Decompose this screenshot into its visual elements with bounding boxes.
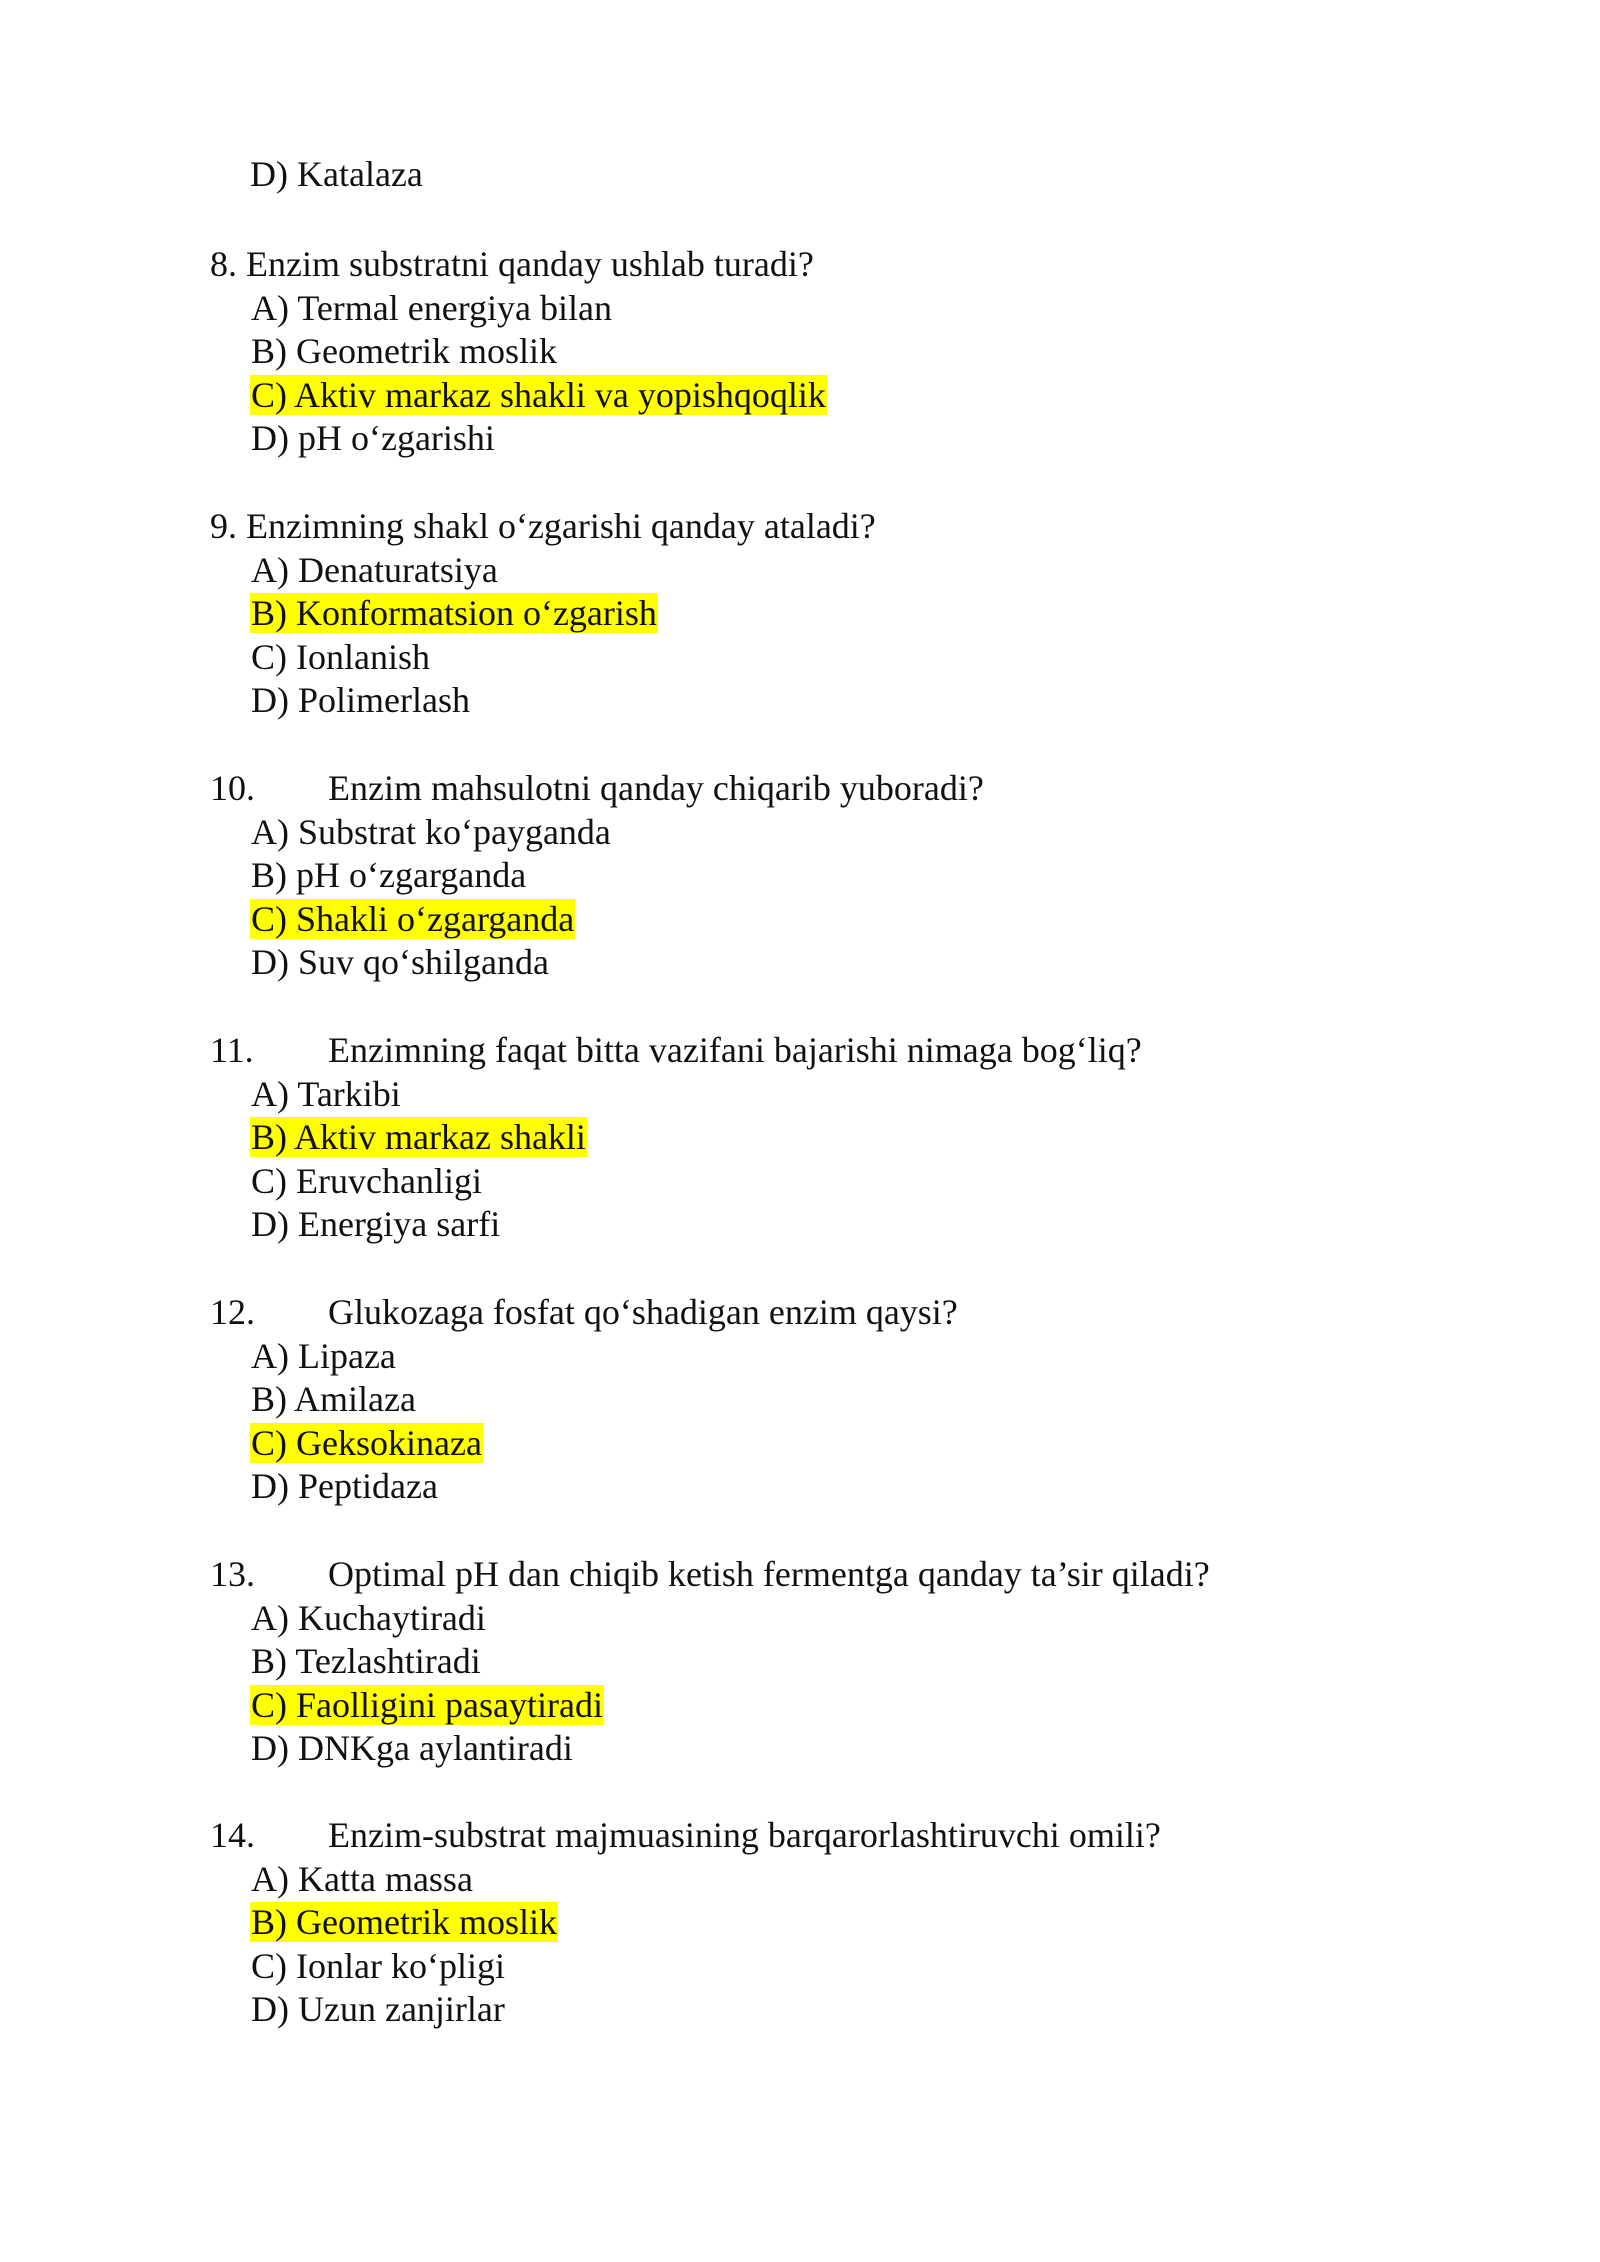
option-text: D) Energiya sarfi [251, 1204, 501, 1245]
option-text: B) Amilaza [251, 1379, 416, 1420]
answer-option [250, 679, 1510, 723]
answer-option [250, 1203, 1510, 1247]
question-number: 10. [210, 768, 255, 808]
option-text: B) Geometrik moslik [251, 331, 557, 372]
question-number: 8. [210, 244, 237, 284]
option-text: B) Tezlashtiradi [251, 1641, 481, 1682]
question-heading [210, 1814, 1510, 1858]
answer-option-correct [250, 1684, 1510, 1728]
option-text: A) Tarkibi [251, 1073, 401, 1114]
answer-option-correct [250, 592, 1510, 636]
option-text: D) Polimerlash [251, 680, 470, 721]
option-text: A) Katta massa [251, 1858, 473, 1899]
question-block [210, 505, 1510, 723]
answer-option [250, 854, 1510, 898]
answer-option [250, 1858, 1510, 1902]
question-block [210, 767, 1510, 985]
answer-option [250, 636, 1510, 680]
answer-option [250, 1597, 1510, 1641]
question-number: 14. [210, 1815, 255, 1855]
question-block [210, 1029, 1510, 1247]
question-number: 13. [210, 1554, 255, 1594]
question-text: Enzimning faqat bitta vazifani bajarishi nimaga bog‘liq? [328, 1030, 1142, 1070]
option-text: B) Geometrik moslik [251, 1902, 557, 1943]
answer-option [250, 1378, 1510, 1422]
question-heading [210, 1553, 1510, 1597]
answer-option [250, 1073, 1510, 1117]
question-heading [210, 767, 1510, 811]
question-text: Glukozaga fosfat qo‘shadigan enzim qaysi? [328, 1292, 958, 1332]
option-text: D) Uzun zanjirlar [251, 1989, 505, 2030]
answer-option-correct [250, 1901, 1510, 1945]
option-text: A) Termal energiya bilan [251, 287, 613, 328]
answer-option [250, 1335, 1510, 1379]
question-block [210, 1814, 1510, 2032]
answer-option [250, 1465, 1510, 1509]
question-number: 9. [210, 506, 237, 546]
question-text: Enzim mahsulotni qanday chiqarib yuboradi? [328, 768, 984, 808]
question-heading [210, 1291, 1510, 1335]
option-text: C) Shakli o‘zgarganda [251, 898, 575, 939]
option-text: C) Ionlar ko‘pligi [251, 1945, 505, 1986]
question-block [210, 243, 1510, 461]
option-text: B) pH o‘zgarganda [251, 855, 527, 896]
answer-option-correct [250, 374, 1510, 418]
question-number: 12. [210, 1292, 255, 1332]
option-text: B) Aktiv markaz shakli [251, 1117, 586, 1158]
option-text: D) pH o‘zgarishi [251, 418, 495, 459]
question-block [210, 1291, 1510, 1509]
option-text: A) Denaturatsiya [251, 549, 498, 590]
option-text: D) Peptidaza [251, 1466, 438, 1507]
answer-option-correct [250, 898, 1510, 942]
answer-option [250, 1988, 1510, 2032]
option-text: C) Aktiv markaz shakli va yopishqoqlik [251, 374, 826, 415]
option-text: A) Lipaza [251, 1335, 396, 1376]
option-text: C) Ionlanish [251, 636, 430, 677]
option-text: D) Suv qo‘shilganda [251, 942, 549, 983]
answer-option-correct [250, 1422, 1510, 1466]
answer-option [250, 330, 1510, 374]
answer-option [250, 1945, 1510, 1989]
question-block [210, 1553, 1510, 1771]
answer-option [250, 941, 1510, 985]
answer-option [250, 1160, 1510, 1204]
question-number: 11. [210, 1030, 254, 1070]
answer-option [250, 417, 1510, 461]
question-heading [210, 1029, 1510, 1073]
answer-option [250, 811, 1510, 855]
question-text: Enzim substratni qanday ushlab turadi? [246, 244, 814, 284]
option-text: B) Konformatsion o‘zgarish [251, 593, 657, 634]
question-heading [210, 243, 1510, 287]
orphan-option: D) Katalaza [250, 154, 423, 194]
option-text: A) Kuchaytiradi [251, 1597, 486, 1638]
answer-option-correct [250, 1116, 1510, 1160]
option-text: C) Geksokinaza [251, 1422, 482, 1463]
question-text: Optimal pH dan chiqib ketish fermentga qanday ta’sir qiladi? [328, 1554, 1210, 1594]
option-text: C) Eruvchanligi [251, 1160, 482, 1201]
answer-option [250, 549, 1510, 593]
option-text: C) Faolligini pasaytiradi [251, 1684, 603, 1725]
answer-option [250, 1727, 1510, 1771]
question-text: Enzimning shakl o‘zgarishi qanday ataladi? [246, 506, 876, 546]
question-text: Enzim-substrat majmuasining barqarorlashtiruvchi omili? [328, 1815, 1161, 1855]
answer-option [250, 287, 1510, 331]
question-heading [210, 505, 1510, 549]
answer-option [250, 1640, 1510, 1684]
option-text: D) DNKga aylantiradi [251, 1728, 573, 1769]
option-text: A) Substrat ko‘payganda [251, 811, 611, 852]
